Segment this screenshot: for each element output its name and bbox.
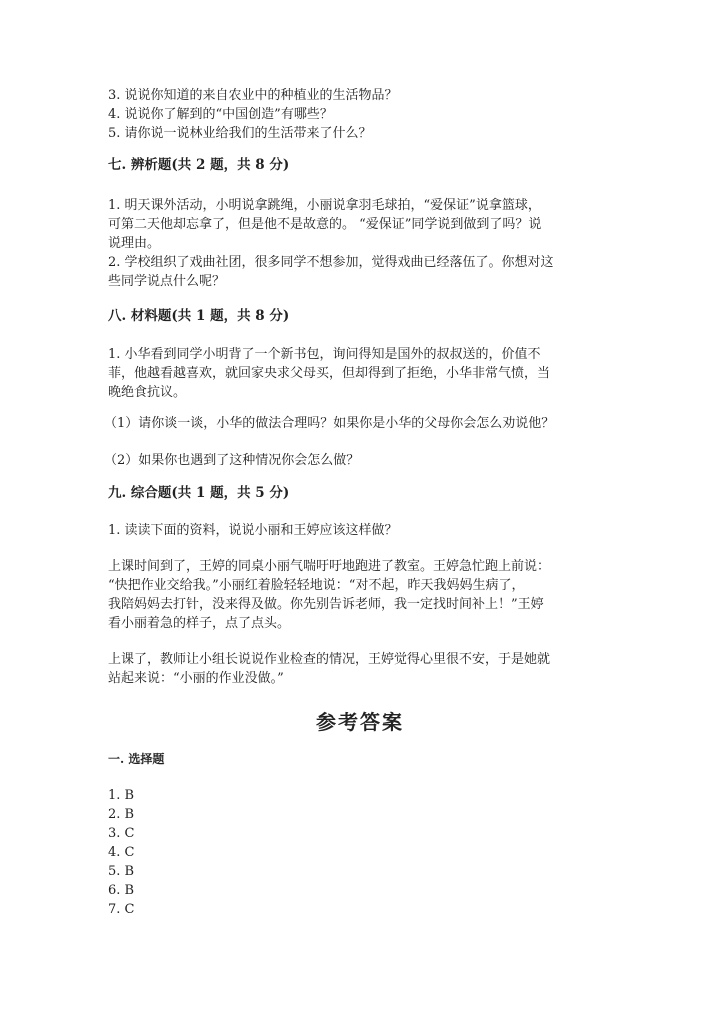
text-line: 说理由。 [108,236,161,251]
question-4: 4. 说说你了解到的“中国创造”有哪些？ [108,107,333,122]
answers-list [108,786,668,919]
answer-item: 1. B [108,788,135,803]
section-8-subquestion-2: （2）如果你也遇到了这种情况你会怎么做？ [104,453,360,468]
section-9-paragraph-1 [108,557,668,633]
text-line: 些同学说点什么呢？ [108,274,226,289]
answers-title: 参考答案 [316,710,404,734]
section-8-heading: 八. 材料题(共 1 题，共 8 分) [108,308,290,324]
answer-item: 7. C [108,902,135,917]
section-9-paragraph-2 [108,650,668,688]
text-line: 可第二天他却忘拿了，但是他不是故意的。 “爱保证”同学说到做到了吗？说 [108,217,542,232]
answer-item: 6. B [108,883,135,898]
text-line: 站起来说：“小丽的作业没做。” [108,671,284,686]
answer-item: 3. C [108,826,135,841]
section-9-question: 1. 读读下面的资料，说说小丽和王婷应该这样做？ [108,523,398,538]
answer-item: 4. C [108,845,135,860]
text-line: 1. 明天课外活动，小明说拿跳绳，小丽说拿羽毛球拍，“爱保证”说拿篮球， [108,198,541,213]
text-line: 上课时间到了，王婷的同桌小丽气喘吁吁地跑进了教室。王婷急忙跑上前说： [108,559,551,574]
text-line: “快把作业交给我。”小丽红着脸轻轻地说：“对不起，昨天我妈妈生病了， [108,578,525,593]
answers-section-1-heading: 一. 选择题 [108,752,165,766]
question-3: 3. 说说你知道的来自农业中的种植业的生活物品？ [108,88,398,103]
section-8-material [108,345,668,402]
question-list-tail [108,86,668,143]
answer-item: 5. B [108,864,135,879]
text-line: 看小丽着急的样子，点了点头。 [108,616,291,631]
text-line: 上课了，教师让小组长说说作业检查的情况，王婷觉得心里很不安，于是她就 [108,652,551,667]
text-line: 我陪妈妈去打针，没来得及做。你先别告诉老师，我一定找时间补上！”王婷 [108,597,544,612]
text-line: 2. 学校组织了戏曲社团，很多同学不想参加，觉得戏曲已经落伍了。你想对这 [108,255,554,270]
section-9-heading: 九. 综合题(共 1 题，共 5 分) [108,485,290,501]
text-line: 晚绝食抗议。 [108,385,187,400]
text-line: 1. 小华看到同学小明背了一个新书包，询问得知是国外的叔叔送的，价值不 [108,347,541,362]
section-8-subquestion-1: （1）请你谈一谈，小华的做法合理吗？如果你是小华的父母你会怎么劝说他？ [104,416,555,431]
text-line: 菲，他越看越喜欢，就回家央求父母买，但却得到了拒绝，小华非常气愤，当 [108,366,551,381]
section-7-questions [108,196,668,291]
answer-item: 2. B [108,807,135,822]
question-5: 5. 请你说一说林业给我们的生活带来了什么？ [108,126,372,141]
section-7-heading: 七. 辨析题(共 2 题，共 8 分) [108,157,290,173]
